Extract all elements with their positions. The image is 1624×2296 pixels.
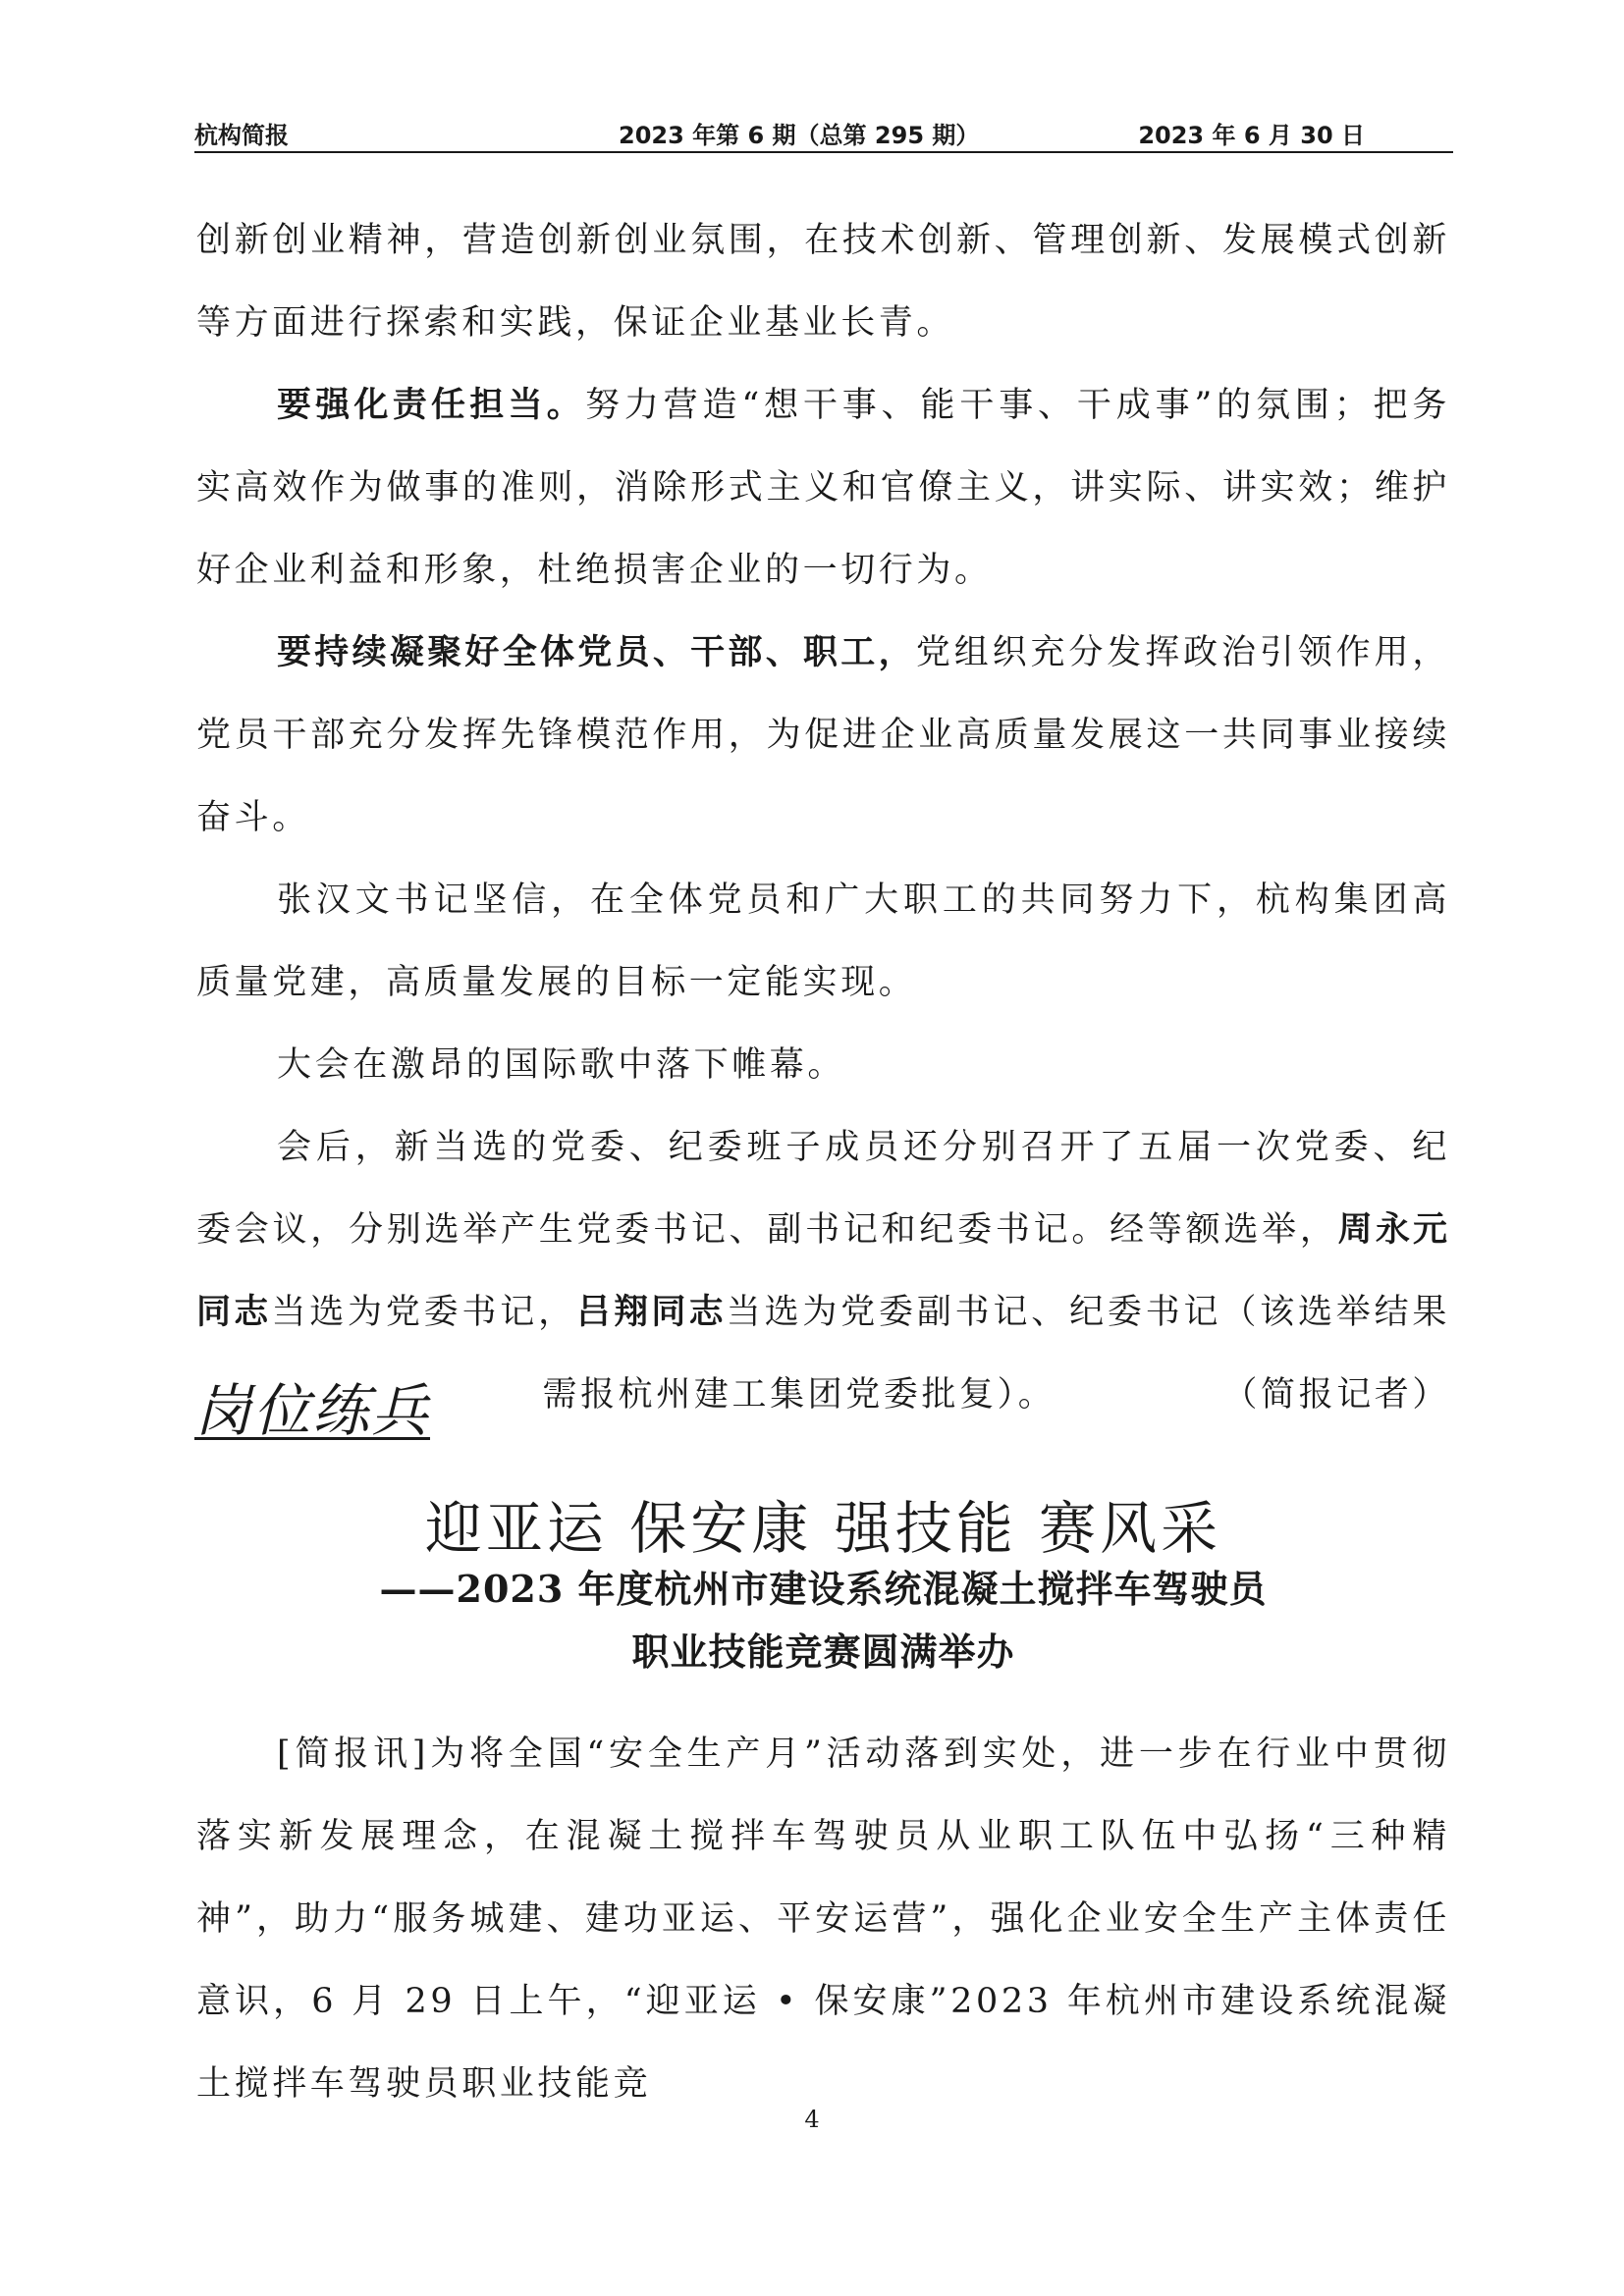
paragraph-text: 党组织充分发挥政治引领作用，党员干部充分发挥先锋模范作用，为促进企业高质量发展这一共同事业接续奋斗。 [196,633,1450,837]
paragraph-responsibility [196,364,1450,612]
paragraph-text: 创新创业精神，营造创新创业氛围，在技术创新、管理创新、发展模式创新等方面进行探索和实践，保证企业基业长青。 [196,221,1450,343]
article-title: 迎亚运 保安康 强技能 赛风采 [424,1495,1222,1562]
header-rule [194,151,1453,153]
byline: （简报记者） [1222,1375,1450,1415]
section-title: 岗位练兵 [194,1377,431,1444]
paragraph-text: 当选为党委书记， [271,1293,576,1332]
article-body [196,199,1450,1436]
paragraph-text: [简报讯]为将全国“安全生产月”活动落到实处，进一步在行业中贯彻落实新发展理念，在混凝土搅拌车驾驶员从业职工队伍中弘扬“三种精神”，助力“服务城建、建功亚运、平安运营”，强化企业安全生产主体责任意识，6 月 29 日上午，“迎亚运 • 保安康”2023 年杭州市建设系统混凝土搅拌车驾驶员职业技能竞 [196,1735,1450,2104]
paragraph-lead: 要持续凝聚好全体党员、干部、职工， [277,633,916,672]
paragraph-cohesion [196,612,1450,859]
page-number: 4 [804,2106,820,2133]
paragraph-closing [196,1024,1450,1106]
article-subtitle: 职业技能竞赛圆满举办 [631,1629,1015,1674]
elected-deputy: 吕翔同志 [575,1293,727,1332]
elected-secretary: 周永元同志 [196,1210,1450,1332]
article-subtitle: ——2023 年度杭州市建设系统混凝土搅拌车驾驶员 [379,1567,1268,1611]
paragraph-continued [196,199,1450,364]
paragraph-lead: 要强化责任担当。 [277,386,585,425]
paragraph-text: 会后，新当选的党委、纪委班子成员还分别召开了五届一次党委、纪委会议，分别选举产生党委书记、副书记和纪委书记。经等额选举， [196,1128,1450,1250]
paragraph-text: 张汉文书记坚信，在全体党员和广大职工的共同努力下，杭构集团高质量党建，高质量发展的目标一定能实现。 [196,881,1450,1002]
article-paragraph [196,1713,1450,2125]
paragraph-text: 努力营造“想干事、能干事、干成事”的氛围；把务实高效作为做事的准则，消除形式主义和官僚主义，讲实际、讲实效；维护好企业利益和形象，杜绝损害企业的一切行为。 [196,386,1450,590]
publication-name: 杭构简报 [194,122,289,149]
article-body-2 [196,1713,1450,2125]
issue-number: 2023 年第 6 期（总第 295 期） [619,122,980,149]
paragraph-text: 当选为党委副书记、纪委书记（该选举结果需报杭州建工集团党委批复）。 [542,1293,1450,1415]
paragraph-text: 大会在激昂的国际歌中落下帷幕。 [277,1045,846,1085]
paragraph-belief [196,859,1450,1024]
page-header [194,116,1451,149]
issue-date: 2023 年 6 月 30 日 [1138,122,1365,149]
